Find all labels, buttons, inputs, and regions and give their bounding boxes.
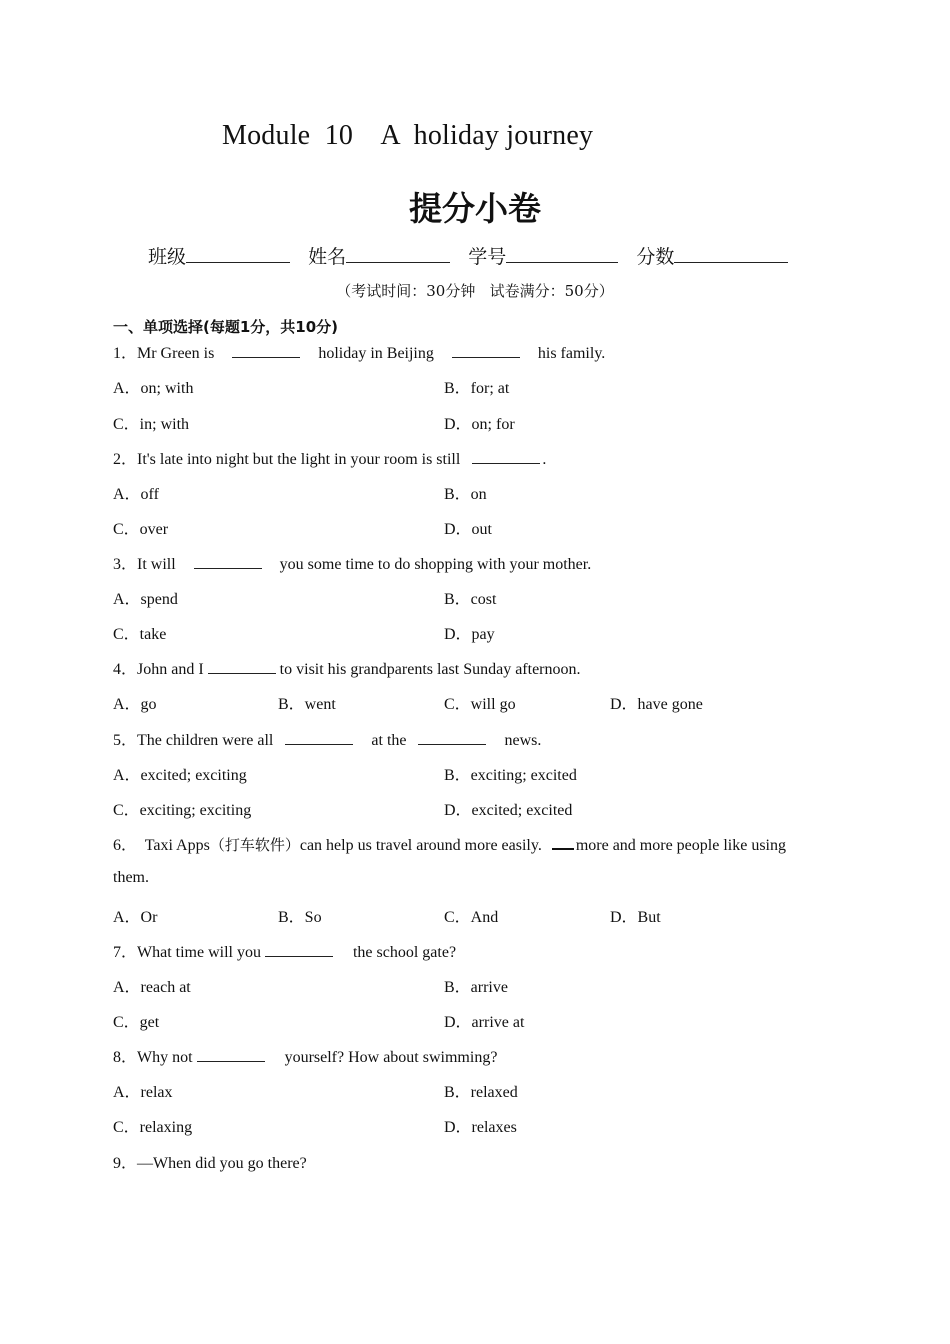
option-b[interactable]: B．relaxed xyxy=(444,1084,518,1101)
answer-blank[interactable] xyxy=(552,834,574,850)
question-text: 2．It's late into night but the light in your room is still xyxy=(113,451,461,468)
option-c[interactable]: C．will go xyxy=(444,696,516,713)
option-a[interactable]: A．spend xyxy=(113,591,178,608)
option-c[interactable]: C．take xyxy=(113,626,167,643)
question-text: can help us travel around more easily. xyxy=(299,837,542,854)
section-title: 一、单项选择(每题1分，共10分) xyxy=(113,318,339,336)
answer-blank[interactable] xyxy=(232,343,300,358)
option-a[interactable]: A．on; with xyxy=(113,380,194,397)
option-d[interactable]: D．have gone xyxy=(610,696,703,713)
student-number-label: 学号 xyxy=(468,246,507,268)
answer-blank[interactable] xyxy=(208,659,276,674)
option-a[interactable]: A．relax xyxy=(113,1084,173,1101)
question-text: news. xyxy=(504,732,542,749)
option-c[interactable]: C．over xyxy=(113,521,169,538)
question-text: . xyxy=(542,451,547,468)
question-text: 1．Mr Green is xyxy=(113,345,215,362)
option-d[interactable]: D．on; for xyxy=(444,416,515,433)
option-d[interactable]: D．relaxes xyxy=(444,1119,517,1136)
question-text: at the xyxy=(371,732,407,749)
question-text: more and more people like using xyxy=(575,837,786,854)
option-c[interactable]: C．get xyxy=(113,1014,160,1031)
answer-blank[interactable] xyxy=(194,554,262,569)
option-a[interactable]: A．go xyxy=(113,696,157,713)
answer-blank[interactable] xyxy=(418,730,486,745)
question-9: 9．—When did you go there? xyxy=(113,1155,307,1172)
question-text: holiday in Beijing xyxy=(318,345,434,362)
student-info-row xyxy=(148,242,788,269)
option-b[interactable]: B．exciting; excited xyxy=(444,767,577,784)
answer-blank[interactable] xyxy=(285,730,353,745)
question-text: you some time to do shopping with your mother. xyxy=(279,556,592,573)
question-5 xyxy=(113,727,541,750)
question-8 xyxy=(113,1044,497,1067)
name-blank[interactable] xyxy=(346,244,450,263)
score-label: 分数 xyxy=(636,246,675,268)
answer-blank[interactable] xyxy=(265,942,333,957)
question-text: the school gate? xyxy=(352,944,457,961)
option-d[interactable]: D．arrive at xyxy=(444,1014,525,1031)
option-d[interactable]: D．But xyxy=(610,909,661,926)
option-d[interactable]: D．pay xyxy=(444,626,495,643)
document-subtitle: 提分小卷 xyxy=(409,189,541,228)
question-2 xyxy=(113,446,546,469)
question-text: his family. xyxy=(537,345,606,362)
answer-blank[interactable] xyxy=(452,343,520,358)
question-3 xyxy=(113,551,591,574)
option-b[interactable]: B．went xyxy=(278,696,336,713)
question-text: to visit his grandparents last Sunday afternoon. xyxy=(279,661,581,678)
option-a[interactable]: A．off xyxy=(113,486,159,503)
question-6 xyxy=(113,832,786,855)
option-c[interactable]: C．exciting; exciting xyxy=(113,802,252,819)
option-b[interactable]: B．arrive xyxy=(444,979,508,996)
question-text: 6． Taxi Apps xyxy=(113,837,210,854)
score-blank[interactable] xyxy=(674,244,788,263)
answer-blank[interactable] xyxy=(197,1047,265,1062)
option-b[interactable]: B．So xyxy=(278,909,322,926)
question-1 xyxy=(113,340,605,363)
question-text: （打车软件） xyxy=(209,836,300,854)
name-label: 姓名 xyxy=(308,246,347,268)
option-b[interactable]: B．cost xyxy=(444,591,497,608)
option-d[interactable]: D．out xyxy=(444,521,493,538)
option-d[interactable]: D．excited; excited xyxy=(444,802,573,819)
question-text: 7．What time will you xyxy=(113,944,261,961)
question-text: 4．John and I xyxy=(113,661,204,678)
option-b[interactable]: B．on xyxy=(444,486,487,503)
document-title: Module 10 A holiday journey xyxy=(222,120,594,151)
option-c[interactable]: C．in; with xyxy=(113,416,190,433)
question-4 xyxy=(113,656,581,679)
student-number-blank[interactable] xyxy=(506,244,618,263)
option-a[interactable]: A．reach at xyxy=(113,979,191,996)
question-text: 8．Why not xyxy=(113,1049,193,1066)
option-a[interactable]: A．excited; exciting xyxy=(113,767,247,784)
question-text: yourself? How about swimming? xyxy=(284,1049,498,1066)
answer-blank[interactable] xyxy=(472,449,540,464)
question-7 xyxy=(113,939,456,962)
option-b[interactable]: B．for; at xyxy=(444,380,510,397)
option-a[interactable]: A．Or xyxy=(113,909,158,926)
option-c[interactable]: C．And xyxy=(444,909,499,926)
option-c[interactable]: C．relaxing xyxy=(113,1119,193,1136)
question-6-continued: them. xyxy=(113,869,149,886)
class-label: 班级 xyxy=(148,246,187,268)
class-blank[interactable] xyxy=(186,244,290,263)
question-text: 3．It will xyxy=(113,556,176,573)
question-text: 5．The children were all xyxy=(113,732,274,749)
exam-timing: （考试时间：30分钟 试卷满分：50分） xyxy=(336,282,614,300)
